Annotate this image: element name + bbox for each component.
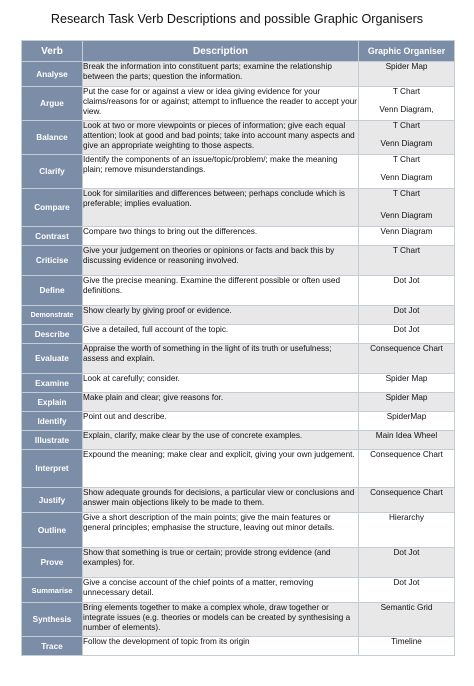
table-row [22,374,455,393]
description-cell: Put the case for or against a view or idea giving evidence for your claims/reasons for or against; attempt to influence the reader to accept your view. [83,87,359,121]
organiser-label: Dot Jot [393,578,420,587]
verb-cell: Identify [22,412,83,431]
description-cell: Give a concise account of the chief points of a matter, removing unnecessary detail. [83,578,359,603]
organiser-cell [359,578,455,603]
verb-cell: Explain [22,393,83,412]
verb-cell: Justify [22,488,83,513]
verb-cell: Prove [22,548,83,578]
verb-cell: Examine [22,374,83,393]
organiser-label: Main Idea Wheel [375,431,438,440]
organiser-cell [359,513,455,548]
verb-cell: Trace [22,637,83,656]
organiser-cell [359,62,455,87]
header-description: Description [83,41,359,62]
table-row [22,488,455,513]
verb-cell: Summarise [22,578,83,603]
organiser-cell [359,121,455,155]
verb-cell: Define [22,276,83,306]
organiser-label: Dot Jot [393,548,420,557]
table-row [22,513,455,548]
verb-cell: Argue [22,87,83,121]
organiser-label: Hierarchy [388,513,425,522]
table-row [22,578,455,603]
verb-table [21,40,455,656]
description-cell: Show adequate grounds for decisions, a particular view or conclusions and answer main objections likely to be made to them. [83,488,359,513]
table-row [22,412,455,431]
verb-cell: Synthesis [22,603,83,637]
organiser-cell [359,603,455,637]
description-cell: Appraise the worth of something in the light of its truth or usefulness; assess and explain. [83,344,359,374]
organiser-label: Venn Diagram [380,211,433,220]
organiser-label: T Chart [392,246,421,255]
description-cell: Give a short description of the main points; give the main features or general principles; emphasise the structure, leaving out minor details. [83,513,359,548]
organiser-label: Consequence Chart [370,344,443,353]
table-row [22,306,455,325]
description-cell: Make plain and clear; give reasons for. [83,393,359,412]
organiser-label: Consequence Chart [370,450,443,459]
organiser-cell [359,412,455,431]
organiser-label: Venn Diagram [380,227,433,236]
table-row [22,276,455,306]
organiser-cell [359,344,455,374]
organiser-label: Venn Diagram, [379,105,434,114]
organiser-label: Dot Jot [393,325,420,334]
description-cell: Bring elements together to make a complex whole, draw together or integrate issues (e.g. theories or models can be created by synthesising a number of elements). [83,603,359,637]
organiser-label: SpiderMap [386,412,427,421]
verb-cell: Describe [22,325,83,344]
organiser-label: Spider Map [385,393,428,402]
organiser-label: Spider Map [385,62,428,71]
description-cell: Show clearly by giving proof or evidence. [83,306,359,325]
table-row [22,121,455,155]
description-cell: Follow the development of topic from its origin [83,637,359,656]
document-title: Research Task Verb Descriptions and possible Graphic Organisers [50,12,424,26]
table-row [22,603,455,637]
table-row [22,325,455,344]
verb-cell: Compare [22,189,83,227]
table-row [22,227,455,246]
organiser-label: Venn Diagram [380,173,433,182]
organiser-cell [359,431,455,450]
organiser-cell [359,374,455,393]
organiser-label: T Chart [392,189,421,198]
description-cell: Identify the components of an issue/topic/problem/; make the meaning plain; remove misunderstandings. [83,155,359,189]
organiser-cell [359,189,455,227]
description-cell: Look for similarities and differences between; perhaps conclude which is preferable; implies evaluation. [83,189,359,227]
organiser-label: Dot Jot [393,306,420,315]
table-body [22,62,455,656]
organiser-label: Spider Map [385,374,428,383]
organiser-label: Timeline [391,637,422,646]
organiser-label: T Chart [392,121,421,130]
header-graphic-organiser: Graphic Organiser [359,41,455,62]
verb-cell: Contrast [22,227,83,246]
table-row [22,344,455,374]
organiser-label: Dot Jot [393,276,420,285]
organiser-cell [359,637,455,656]
organiser-label: T Chart [392,87,421,96]
table-row [22,450,455,488]
description-cell: Look at carefully; consider. [83,374,359,393]
organiser-cell [359,325,455,344]
organiser-cell [359,393,455,412]
description-cell: Give a detailed, full account of the topic. [83,325,359,344]
organiser-cell [359,276,455,306]
table-header-row [22,41,455,62]
organiser-cell [359,548,455,578]
verb-cell: Demonstrate [22,306,83,325]
table-row [22,246,455,276]
header-verb: Verb [22,41,83,62]
table-row [22,155,455,189]
description-cell: Explain, clarify, make clear by the use of concrete examples. [83,431,359,450]
verb-cell: Illustrate [22,431,83,450]
description-cell: Point out and describe. [83,412,359,431]
organiser-label: Semantic Grid [380,603,433,612]
table-row [22,62,455,87]
table-row [22,87,455,121]
verb-cell: Evaluate [22,344,83,374]
verb-cell: Balance [22,121,83,155]
organiser-cell [359,488,455,513]
description-cell: Compare two things to bring out the differences. [83,227,359,246]
organiser-cell [359,450,455,488]
table-row [22,393,455,412]
table-row [22,548,455,578]
description-cell: Break the information into constituent parts; examine the relationship between the parts; question the information. [83,62,359,87]
table-row [22,189,455,227]
verb-cell: Clarify [22,155,83,189]
verb-cell: Criticise [22,246,83,276]
verb-cell: Outline [22,513,83,548]
organiser-label: T Chart [392,155,421,164]
organiser-cell [359,155,455,189]
description-cell: Give your judgement on theories or opinions or facts and back this by discussing evidence or reasoning involved. [83,246,359,276]
organiser-label: Consequence Chart [370,488,443,497]
verb-cell: Analyse [22,62,83,87]
organiser-cell [359,87,455,121]
table-row [22,431,455,450]
verb-cell: Interpret [22,450,83,488]
organiser-cell [359,246,455,276]
organiser-cell [359,227,455,246]
description-cell: Look at two or more viewpoints or pieces of information; give each equal attention; look at good and bad points; take into account many aspects and give an appropriate weighting to those aspects. [83,121,359,155]
description-cell: Show that something is true or certain; provide strong evidence (and examples) for. [83,548,359,578]
organiser-cell [359,306,455,325]
organiser-label: Venn Diagram [380,139,433,148]
description-cell: Expound the meaning; make clear and explicit, giving your own judgement. [83,450,359,488]
description-cell: Give the precise meaning. Examine the different possible or often used definitions. [83,276,359,306]
table-row [22,637,455,656]
